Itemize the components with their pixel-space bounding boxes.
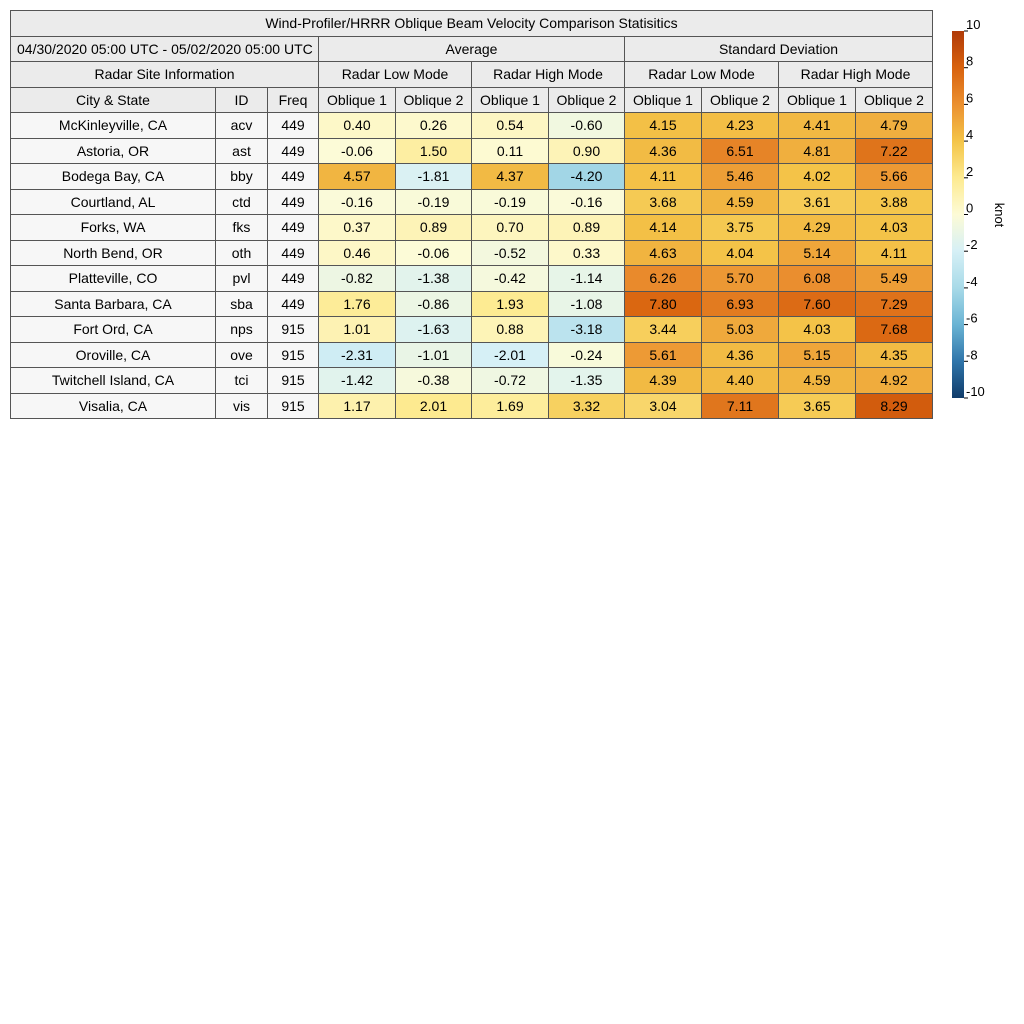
std-dev-header: Standard Deviation — [625, 36, 933, 62]
value-cell-avg-high-oblique-2: -0.60 — [549, 113, 625, 139]
col-header-avg-low-oblique-1: Oblique 1 — [319, 87, 396, 113]
freq-cell: 915 — [268, 317, 319, 343]
table-row — [11, 291, 933, 317]
colorbar-tick-label: -10 — [966, 384, 985, 399]
value-cell-std-high-oblique-2: 4.92 — [856, 368, 933, 394]
avg-low-mode-header: Radar Low Mode — [319, 62, 472, 88]
value-cell-avg-low-oblique-2: -0.86 — [396, 291, 472, 317]
col-header-std-high-oblique-1: Oblique 1 — [779, 87, 856, 113]
value-cell-std-low-oblique-2: 4.59 — [702, 189, 779, 215]
value-cell-avg-low-oblique-1: -1.42 — [319, 368, 396, 394]
freq-cell: 449 — [268, 215, 319, 241]
site-info-header: Radar Site Information — [11, 62, 319, 88]
value-cell-std-low-oblique-2: 5.03 — [702, 317, 779, 343]
site-id-cell: bby — [216, 164, 268, 190]
city-cell: Bodega Bay, CA — [11, 164, 216, 190]
value-cell-avg-high-oblique-2: 3.32 — [549, 393, 625, 419]
value-cell-std-low-oblique-1: 4.63 — [625, 240, 702, 266]
value-cell-avg-high-oblique-1: 0.54 — [472, 113, 549, 139]
stats-table — [10, 10, 933, 419]
value-cell-avg-high-oblique-2: -1.14 — [549, 266, 625, 292]
value-cell-std-high-oblique-2: 4.03 — [856, 215, 933, 241]
city-cell: Platteville, CO — [11, 266, 216, 292]
site-id-cell: acv — [216, 113, 268, 139]
value-cell-avg-low-oblique-1: 0.46 — [319, 240, 396, 266]
value-cell-avg-low-oblique-1: 4.57 — [319, 164, 396, 190]
value-cell-std-high-oblique-1: 7.60 — [779, 291, 856, 317]
value-cell-avg-high-oblique-1: -0.19 — [472, 189, 549, 215]
city-cell: Forks, WA — [11, 215, 216, 241]
value-cell-std-high-oblique-1: 3.65 — [779, 393, 856, 419]
value-cell-std-high-oblique-1: 5.14 — [779, 240, 856, 266]
col-header-freq: Freq — [268, 87, 319, 113]
value-cell-avg-low-oblique-2: -1.63 — [396, 317, 472, 343]
value-cell-std-high-oblique-2: 3.88 — [856, 189, 933, 215]
value-cell-std-low-oblique-1: 4.11 — [625, 164, 702, 190]
freq-cell: 449 — [268, 113, 319, 139]
freq-cell: 449 — [268, 240, 319, 266]
average-header: Average — [319, 36, 625, 62]
value-cell-std-low-oblique-1: 3.44 — [625, 317, 702, 343]
colorbar-tick-label: 10 — [966, 17, 981, 32]
value-cell-avg-high-oblique-1: 0.70 — [472, 215, 549, 241]
value-cell-avg-low-oblique-1: -0.06 — [319, 138, 396, 164]
value-cell-std-high-oblique-1: 4.59 — [779, 368, 856, 394]
value-cell-std-high-oblique-2: 4.79 — [856, 113, 933, 139]
freq-cell: 449 — [268, 266, 319, 292]
city-cell: McKinleyville, CA — [11, 113, 216, 139]
value-cell-std-low-oblique-1: 6.26 — [625, 266, 702, 292]
colorbar-tick-label: 2 — [966, 163, 974, 179]
table-row — [11, 266, 933, 292]
value-cell-std-low-oblique-2: 4.40 — [702, 368, 779, 394]
value-cell-avg-low-oblique-2: -1.38 — [396, 266, 472, 292]
freq-cell: 915 — [268, 368, 319, 394]
colorbar-gradient — [952, 31, 964, 398]
value-cell-avg-low-oblique-1: 0.40 — [319, 113, 396, 139]
colorbar-tick-label: 0 — [966, 200, 974, 216]
col-header-city: City & State — [11, 87, 216, 113]
table-row — [11, 138, 933, 164]
value-cell-avg-high-oblique-1: 0.11 — [472, 138, 549, 164]
value-cell-std-high-oblique-2: 7.29 — [856, 291, 933, 317]
value-cell-std-high-oblique-1: 4.41 — [779, 113, 856, 139]
value-cell-avg-high-oblique-2: 0.33 — [549, 240, 625, 266]
value-cell-std-high-oblique-1: 4.03 — [779, 317, 856, 343]
colorbar-tick-label: 4 — [966, 127, 974, 143]
city-cell: Fort Ord, CA — [11, 317, 216, 343]
value-cell-std-high-oblique-2: 5.66 — [856, 164, 933, 190]
col-header-avg-high-oblique-2: Oblique 2 — [549, 87, 625, 113]
value-cell-avg-low-oblique-2: -1.01 — [396, 342, 472, 368]
value-cell-std-low-oblique-1: 4.15 — [625, 113, 702, 139]
value-cell-avg-low-oblique-2: 1.50 — [396, 138, 472, 164]
value-cell-avg-low-oblique-2: -0.19 — [396, 189, 472, 215]
site-id-cell: vis — [216, 393, 268, 419]
city-cell: Courtland, AL — [11, 189, 216, 215]
freq-cell: 449 — [268, 291, 319, 317]
freq-cell: 449 — [268, 138, 319, 164]
value-cell-avg-low-oblique-1: -0.82 — [319, 266, 396, 292]
col-header-avg-low-oblique-2: Oblique 2 — [396, 87, 472, 113]
site-id-cell: ast — [216, 138, 268, 164]
value-cell-avg-high-oblique-2: -0.24 — [549, 342, 625, 368]
value-cell-std-high-oblique-1: 4.29 — [779, 215, 856, 241]
table-row — [11, 317, 933, 343]
value-cell-std-high-oblique-2: 7.68 — [856, 317, 933, 343]
city-cell: Astoria, OR — [11, 138, 216, 164]
value-cell-avg-high-oblique-1: -0.72 — [472, 368, 549, 394]
value-cell-std-low-oblique-1: 7.80 — [625, 291, 702, 317]
value-cell-std-low-oblique-2: 4.23 — [702, 113, 779, 139]
site-id-cell: oth — [216, 240, 268, 266]
value-cell-std-low-oblique-2: 5.46 — [702, 164, 779, 190]
value-cell-std-low-oblique-1: 3.68 — [625, 189, 702, 215]
city-cell: Twitchell Island, CA — [11, 368, 216, 394]
avg-high-mode-header: Radar High Mode — [472, 62, 625, 88]
value-cell-std-low-oblique-2: 5.70 — [702, 266, 779, 292]
std-high-mode-header: Radar High Mode — [779, 62, 933, 88]
value-cell-std-high-oblique-1: 6.08 — [779, 266, 856, 292]
value-cell-avg-low-oblique-2: 2.01 — [396, 393, 472, 419]
value-cell-std-high-oblique-2: 8.29 — [856, 393, 933, 419]
value-cell-avg-high-oblique-1: -2.01 — [472, 342, 549, 368]
table-row — [11, 240, 933, 266]
colorbar-tick-label: -4 — [966, 273, 978, 289]
value-cell-avg-high-oblique-1: -0.52 — [472, 240, 549, 266]
city-cell: Santa Barbara, CA — [11, 291, 216, 317]
value-cell-std-high-oblique-2: 4.11 — [856, 240, 933, 266]
table-row — [11, 113, 933, 139]
value-cell-avg-high-oblique-2: 0.89 — [549, 215, 625, 241]
value-cell-std-low-oblique-2: 3.75 — [702, 215, 779, 241]
value-cell-avg-low-oblique-1: 0.37 — [319, 215, 396, 241]
value-cell-avg-low-oblique-2: -0.38 — [396, 368, 472, 394]
value-cell-avg-high-oblique-2: -4.20 — [549, 164, 625, 190]
value-cell-std-high-oblique-1: 4.02 — [779, 164, 856, 190]
value-cell-avg-low-oblique-2: -0.06 — [396, 240, 472, 266]
value-cell-std-high-oblique-2: 5.49 — [856, 266, 933, 292]
col-header-std-high-oblique-2: Oblique 2 — [856, 87, 933, 113]
value-cell-std-low-oblique-2: 4.04 — [702, 240, 779, 266]
value-cell-std-low-oblique-1: 5.61 — [625, 342, 702, 368]
value-cell-avg-high-oblique-2: 0.90 — [549, 138, 625, 164]
freq-cell: 915 — [268, 342, 319, 368]
colorbar-tick-label: 6 — [966, 90, 974, 106]
value-cell-std-low-oblique-1: 3.04 — [625, 393, 702, 419]
value-cell-avg-high-oblique-2: -1.08 — [549, 291, 625, 317]
col-header-avg-high-oblique-1: Oblique 1 — [472, 87, 549, 113]
value-cell-avg-high-oblique-2: -0.16 — [549, 189, 625, 215]
value-cell-avg-low-oblique-1: -0.16 — [319, 189, 396, 215]
value-cell-std-low-oblique-2: 6.51 — [702, 138, 779, 164]
value-cell-avg-high-oblique-2: -1.35 — [549, 368, 625, 394]
table-title: Wind-Profiler/HRRR Oblique Beam Velocity Comparison Statisitics — [11, 11, 933, 37]
colorbar-tick-label: -6 — [966, 310, 978, 326]
freq-cell: 449 — [268, 189, 319, 215]
value-cell-avg-high-oblique-1: 1.93 — [472, 291, 549, 317]
value-cell-std-high-oblique-1: 5.15 — [779, 342, 856, 368]
table-row — [11, 215, 933, 241]
date-range: 04/30/2020 05:00 UTC - 05/02/2020 05:00 UTC — [11, 36, 319, 62]
colorbar-tick-label: -8 — [966, 347, 978, 363]
value-cell-avg-high-oblique-2: -3.18 — [549, 317, 625, 343]
value-cell-avg-high-oblique-1: -0.42 — [472, 266, 549, 292]
value-cell-avg-low-oblique-2: 0.26 — [396, 113, 472, 139]
freq-cell: 915 — [268, 393, 319, 419]
std-low-mode-header: Radar Low Mode — [625, 62, 779, 88]
table-row — [11, 342, 933, 368]
city-cell: Oroville, CA — [11, 342, 216, 368]
value-cell-avg-low-oblique-1: 1.01 — [319, 317, 396, 343]
site-id-cell: ove — [216, 342, 268, 368]
table-row — [11, 368, 933, 394]
site-id-cell: pvl — [216, 266, 268, 292]
table-row — [11, 393, 933, 419]
site-id-cell: tci — [216, 368, 268, 394]
col-header-std-low-oblique-2: Oblique 2 — [702, 87, 779, 113]
value-cell-std-low-oblique-1: 4.39 — [625, 368, 702, 394]
value-cell-std-low-oblique-1: 4.36 — [625, 138, 702, 164]
value-cell-avg-low-oblique-2: 0.89 — [396, 215, 472, 241]
value-cell-avg-high-oblique-1: 1.69 — [472, 393, 549, 419]
colorbar-tick-label: 8 — [966, 53, 974, 69]
colorbar-tick-label: -2 — [966, 237, 978, 253]
value-cell-std-low-oblique-1: 4.14 — [625, 215, 702, 241]
city-cell: North Bend, OR — [11, 240, 216, 266]
value-cell-std-low-oblique-2: 6.93 — [702, 291, 779, 317]
value-cell-std-high-oblique-1: 4.81 — [779, 138, 856, 164]
freq-cell: 449 — [268, 164, 319, 190]
value-cell-std-high-oblique-2: 4.35 — [856, 342, 933, 368]
value-cell-avg-low-oblique-1: 1.76 — [319, 291, 396, 317]
col-header-std-low-oblique-1: Oblique 1 — [625, 87, 702, 113]
value-cell-std-low-oblique-2: 7.11 — [702, 393, 779, 419]
table-row — [11, 164, 933, 190]
site-id-cell: fks — [216, 215, 268, 241]
table-row — [11, 189, 933, 215]
value-cell-std-high-oblique-1: 3.61 — [779, 189, 856, 215]
site-id-cell: ctd — [216, 189, 268, 215]
value-cell-std-low-oblique-2: 4.36 — [702, 342, 779, 368]
city-cell: Visalia, CA — [11, 393, 216, 419]
value-cell-avg-low-oblique-2: -1.81 — [396, 164, 472, 190]
col-header-id: ID — [216, 87, 268, 113]
colorbar — [945, 17, 1015, 415]
value-cell-std-high-oblique-2: 7.22 — [856, 138, 933, 164]
value-cell-avg-high-oblique-1: 4.37 — [472, 164, 549, 190]
value-cell-avg-low-oblique-1: 1.17 — [319, 393, 396, 419]
value-cell-avg-high-oblique-1: 0.88 — [472, 317, 549, 343]
site-id-cell: nps — [216, 317, 268, 343]
colorbar-label: knot — [992, 202, 1007, 228]
value-cell-avg-low-oblique-1: -2.31 — [319, 342, 396, 368]
site-id-cell: sba — [216, 291, 268, 317]
